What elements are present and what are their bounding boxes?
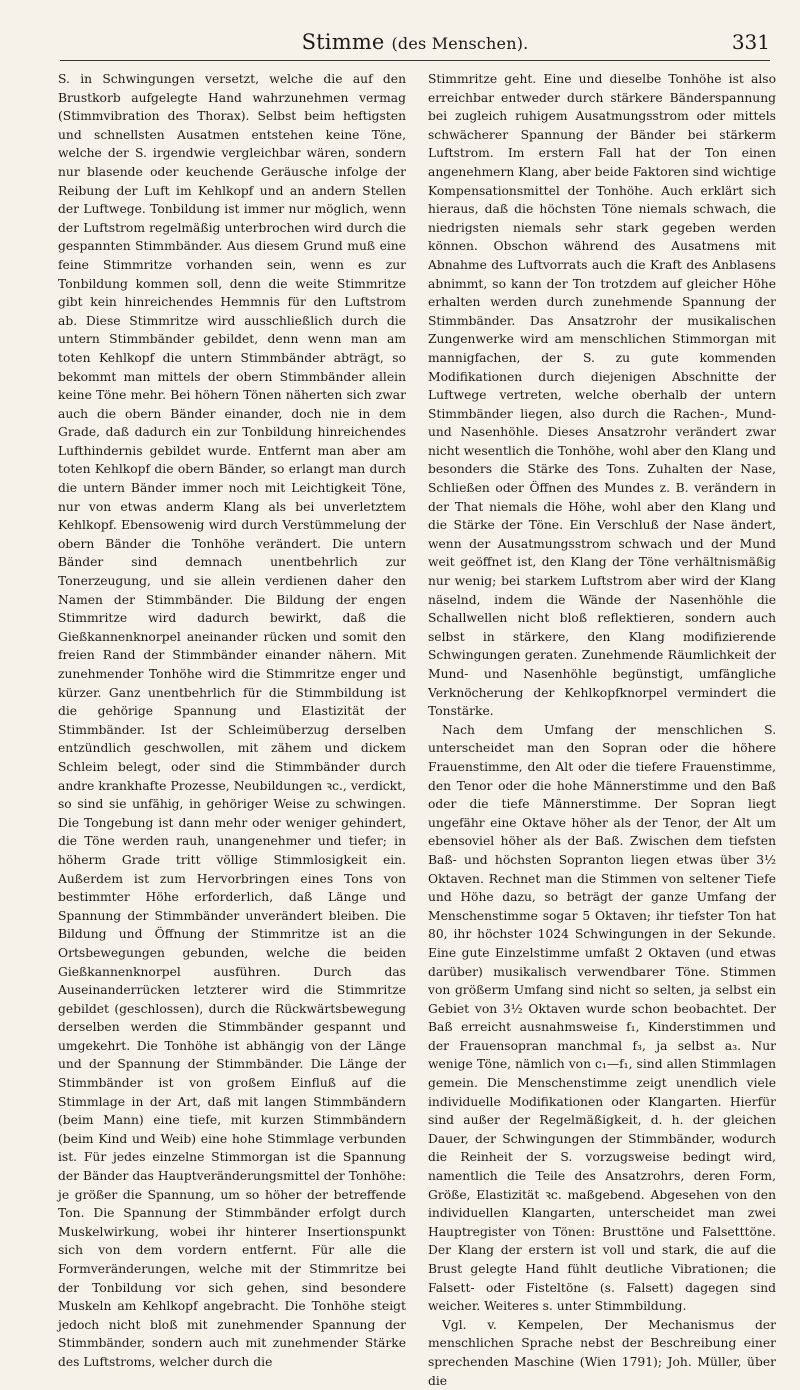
running-header [60, 26, 770, 61]
running-title [60, 30, 770, 54]
paragraph-bibliography: Vgl. v. Kempelen, Der Mechanismus der menschlichen Sprache nebst der Beschreibung einer sprechenden Maschine (Wien 1791); Joh. Müller, über die [428, 1317, 776, 1388]
title-text: Stimme [301, 30, 385, 54]
paragraph: S. in Schwingungen versetzt, welche die auf den Brustkorb aufgelegte Hand wahrzunehmen vermag (Stimmvibration des Thorax). Selbst beim heftigsten und schnellsten Ausatmen entstehen keine Töne, welche der S. irgendwie vergleichbar wären, sondern nur blasende oder keuchende Geräusche infolge der Reibung der Luft im Kehlkopf und an andern Stellen der Luftwege. Tonbildung ist immer nur möglich, wenn der Luftstrom regelmäßig unterbrochen wird durch die gespannten Stimmbänder. Aus diesem Grund muß eine feine Stimmritze vorhanden sein, wenn es zur Tonbildung kommen soll, denn die weite Stimmritze gibt kein hinreichendes Hemmnis für den Luftstrom ab. Diese Stimmritze wird ausschließlich durch die untern Stimmbänder gebildet, denn wenn man am toten Kehlkopf die untern Stimmbänder abträgt, so bekommt man mittels der obern Stimmbänder allein keine Töne mehr. Bei höhern Tönen näherten sich zwar auch die obern Bänder einander, doch nie in dem Grade, daß dadurch ein zur Tonbildung hinreichendes Lufthindernis gebildet wurde. Entfernt man aber am toten Kehlkopf die obern Bänder, so erlangt man durch die untern Bänder immer noch mit Leichtigkeit Töne, nur von etwas anderm Klang als bei unverletztem Kehlkopf. Ebensowenig wird durch Verstümmelung der obern Bänder die Tonhöhe verändert. Die untern Bänder sind demnach unentbehrlich zur Tonerzeugung, und sie allein verdienen daher den Namen der Stimmbänder. Die Bildung der engen Stimmritze wird dadurch bewirkt, daß die Gießkannenknorpel aneinander rücken und somit den freien Rand der Stimmbänder einander nähern. Mit zunehmender Tonhöhe wird die Stimmritze enger und kürzer. Ganz unentbehrlich für die Stimmbildung ist die gehörige Spannung und Elastizität der Stimmbänder. Ist der Schleimüberzug derselben entzündlich geschwollen, mit zähem und dickem Schleim belegt, oder sind die Stimmbänder durch andre krankhafte Prozesse, Neubildungen ꝛc., verdickt, so sind sie unfähig, in gehöriger Weise zu schwingen. Die Tongebung ist dann mehr oder weniger gehindert, die Töne werden rauh, unangenehmer und tiefer; in höherm Grade tritt völlige Stimmlosigkeit ein. Außerdem ist zum Hervorbringen eines Tons von bestimmter Höhe erforderlich, daß Länge und Spannung der Stimmbänder unverändert bleiben. Die Bildung und Öffnung der Stimmritze ist an die Ortsbewegungen gebunden, welche die beiden Gießkannenknorpel ausführen. Durch das Auseinanderrücken letzterer wird die Stimmritze gebildet (geschlossen), durch die Rückwärtsbewegung derselben werden die Stimmbänder gespannt und umgekehrt. Die Tonhöhe ist abhängig von der Länge und der Spannung der Stimmbänder. Die Länge der Stimmbänder ist von großem Einfluß auf die Stimmlage in der Art, daß mit langen Stimmbändern (beim Mann) eine tiefe, mit kurzen Stimmbändern (beim Kind und Weib) eine hohe Stimmlage verbunden ist. Für jedes einzelne Stimmorgan ist die Spannung der Bänder das Hauptveränderungsmittel der Tonhöhe: je größer die Spannung, um so höher der betreffende Ton. Die Spannung der Stimmbänder erfolgt durch Muskelwirkung, wobei ihr hinterer Insertionspunkt sich von dem vordern entfernt. Für alle die Formveränderungen, welche mit der Stimmritze bei der Tonbildung vor sich gehen, sind besondere Muskeln am Kehlkopf angebracht. Die Tonhöhe steigt jedoch nicht bloß mit zunehmender Spannung der Stimmbänder, sondern auch mit zunehmender Stärke des Luftstroms, welcher durch die [58, 72, 406, 1369]
text-columns [58, 70, 776, 1390]
paragraph: Stimmritze geht. Eine und dieselbe Tonhöhe ist also erreichbar entweder durch stärkere Bänderspannung bei zugleich ruhigem Ausatmungsstrom oder mittels schwächerer Spannung der Bänder bei stärkerm Luftstrom. Im erstern Fall hat der Ton einen angenehmern Klang, aber beide Faktoren sind wichtige Kompensationsmittel der Tonhöhe. Auch erklärt sich hieraus, daß die höchsten Töne niemals schwach, die niedrigsten niemals sehr stark gegeben werden können. Obschon während des Ausatmens mit Abnahme des Luftvorrats auch die Kraft des Anblasens abnimmt, so kann der Ton trotzdem auf gleicher Höhe erhalten werden durch zunehmende Spannung der Stimmbänder. Das Ansatzrohr der musikalischen Zungenwerke wird am menschlichen Stimmorgan mit mannigfachen, der S. zu gute kommenden Modifikationen durch diejenigen Abschnitte der Luftwege vertreten, welche oberhalb der untern Stimmbänder liegen, also durch die Rachen-, Mund- und Nasenhöhle. Dieses Ansatzrohr verändert zwar nicht wesentlich die Tonhöhe, wohl aber den Klang und besonders die Stärke des Tons. Zuhalten der Nase, Schließen oder Öffnen des Mundes z. B. verändern in der That niemals die Höhe, wohl aber den Klang und die Stärke der Töne. Ein Verschluß der Nase ändert, wenn der Ausatmungsstrom schwach und der Mund weit geöffnet ist, den Klang der Töne verhältnismäßig nur wenig; bei starkem Luftstrom aber wird der Klang näselnd, indem die Wände der Nasenhöhle die Schallwellen nicht bloß reflektieren, sondern auch selbst in stärkere, den Klang modifizierende Schwingungen geraten. Zunehmende Räumlichkeit der Mund- und Nasenhöhle begünstigt, umfängliche Verknöcherung der Kehlkopfknorpel vermindert die Tonstärke. [428, 72, 776, 719]
right-column [428, 70, 776, 1390]
paragraph: Nach dem Umfang der menschlichen S. unterscheidet man den Sopran oder die höhere Frauenstimme, den Alt oder die tiefere Frauenstimme, den Tenor oder die hohe Männerstimme und den Baß oder die tiefe Männerstimme. Der Sopran liegt ungefähr eine Oktave höher als der Tenor, der Alt um ebensoviel höher als der Baß. Zwischen dem tiefsten Baß- und höchsten Sopranton liegen etwas über 3½ Oktaven. Rechnet man die Stimmen von seltener Tiefe und Höhe dazu, so beträgt der ganze Umfang der Menschenstimme sogar 5 Oktaven; ihr tiefster Ton hat 80, ihr höchster 1024 Schwingungen in der Sekunde. Eine gute Einzelstimme umfaßt 2 Oktaven (und etwas darüber) musikalisch verwendbarer Töne. Stimmen von größerm Umfang sind nicht so selten, ja selbst ein Gebiet von 3½ Oktaven wurde schon beobachtet. Der Baß erreicht ausnahmsweise f₁, Kinderstimmen und der Frauensopran manchmal f₃, ja selbst a₃. Nur wenige Töne, nämlich von c₁—f₁, sind allen Stimmlagen gemein. Die Menschenstimme zeigt unendlich viele individuelle Modifikationen oder Klangarten. Hierfür sind außer der Regelmäßigkeit, d. h. der gleichen Dauer, der Schwingungen der Stimmbänder, wodurch die Reinheit der S. vorzugsweise bedingt wird, namentlich die Teile des Ansatzrohrs, deren Form, Größe, Elastizität ꝛc. maßgebend. Abgesehen von den individuellen Klangarten, unterscheidet man zwei Hauptregister von Tönen: Brusttöne und Falsetttöne. Der Klang der erstern ist voll und stark, die auf die Brust gelegte Hand fühlt deutliche Vibrationen; die Falsett- oder Fisteltöne (s. Falsett) dagegen sind weicher. Weiteres s. unter Stimmbildung. [428, 722, 776, 1314]
title-subtitle: (des Menschen). [391, 34, 529, 53]
page-number: 331 [731, 30, 770, 54]
left-column [58, 70, 406, 1390]
